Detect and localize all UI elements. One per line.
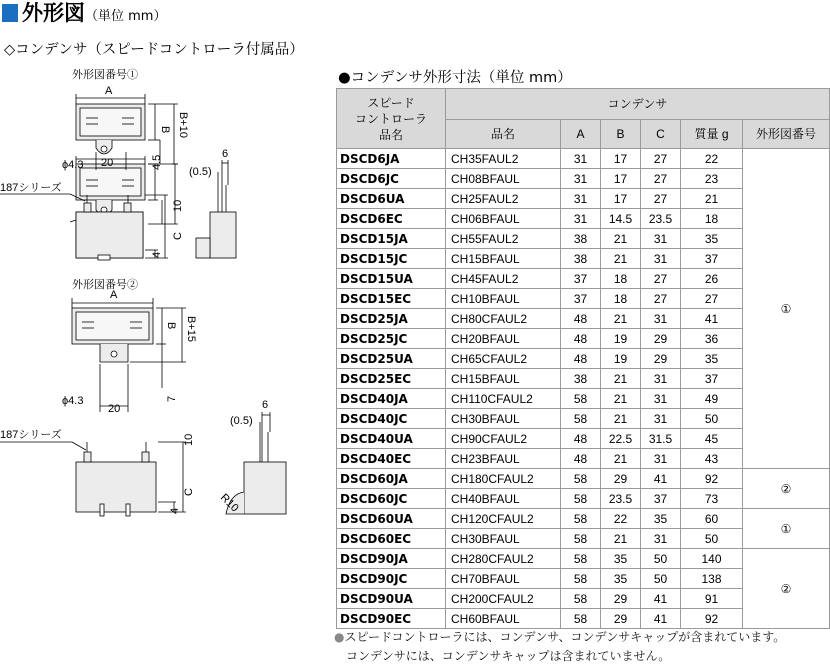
cell-b: 22: [601, 509, 641, 529]
cell-capacitor: CH40BFAUL: [446, 489, 561, 509]
cell-product: DSCD40EC: [337, 449, 446, 469]
cell-c: 31: [641, 389, 681, 409]
cell-capacitor: CH10BFAUL: [446, 289, 561, 309]
cell-product: DSCD6JC: [337, 169, 446, 189]
fig1-dim-c: C: [172, 232, 184, 240]
cell-b: 21: [601, 389, 641, 409]
fig2-series-label: 187シリーズ: [0, 429, 62, 441]
cell-mass: 27: [681, 289, 743, 309]
cell-capacitor: CH08BFAUL: [446, 169, 561, 189]
cell-capacitor: CH80CFAUL2: [446, 309, 561, 329]
cell-b: 22.5: [601, 429, 641, 449]
cell-a: 48: [561, 329, 601, 349]
page-title-text: 外形図: [22, 1, 85, 25]
cell-b: 29: [601, 589, 641, 609]
fig1-dim-phi: ϕ4.3: [62, 159, 84, 171]
cell-b: 14.5: [601, 209, 641, 229]
cell-capacitor: CH60BFAUL: [446, 609, 561, 629]
cell-product: DSCD60JC: [337, 489, 446, 509]
cell-figure-no: ①: [743, 509, 830, 549]
cell-c: 31: [641, 369, 681, 389]
cell-c: 27: [641, 169, 681, 189]
cell-mass: 92: [681, 469, 743, 489]
cell-product: DSCD40JA: [337, 389, 446, 409]
cell-product: DSCD6JA: [337, 149, 446, 169]
cell-product: DSCD15JA: [337, 229, 446, 249]
cell-product: DSCD15EC: [337, 289, 446, 309]
cell-b: 23.5: [601, 489, 641, 509]
cell-a: 58: [561, 589, 601, 609]
cell-mass: 43: [681, 449, 743, 469]
cell-mass: 50: [681, 409, 743, 429]
cell-capacitor: CH200CFAUL2: [446, 589, 561, 609]
fig1-label: 外形図番号①: [72, 69, 138, 81]
cell-mass: 92: [681, 609, 743, 629]
cell-product: DSCD15JC: [337, 249, 446, 269]
fig2-dim-6: 6: [262, 399, 269, 411]
cell-capacitor: CH65CFAUL2: [446, 349, 561, 369]
cell-c: 31: [641, 449, 681, 469]
cell-mass: 26: [681, 269, 743, 289]
fig2-dim-phi: ϕ4.3: [62, 395, 84, 407]
fig2-dim-4: 4: [169, 507, 181, 514]
cell-c: 31: [641, 529, 681, 549]
cell-mass: 36: [681, 329, 743, 349]
cell-c: 31: [641, 409, 681, 429]
cell-a: 31: [561, 169, 601, 189]
table-row: [337, 469, 830, 489]
fig2-dim-7: 7: [166, 395, 178, 402]
header-cap-name: 品名: [446, 120, 561, 149]
cell-figure-no: ①: [743, 149, 830, 469]
cell-a: 37: [561, 269, 601, 289]
fig1-series-label: 187シリーズ: [0, 182, 62, 194]
cell-b: 35: [601, 569, 641, 589]
cell-figure-no: ②: [743, 549, 830, 629]
header-figure-no: 外形図番号: [743, 120, 830, 149]
cell-c: 27: [641, 289, 681, 309]
cell-mass: 60: [681, 509, 743, 529]
cell-c: 27: [641, 149, 681, 169]
fig1-dim-4: 4: [151, 251, 163, 258]
cell-product: DSCD40JC: [337, 409, 446, 429]
cell-capacitor: CH23BFAUL: [446, 449, 561, 469]
cell-b: 18: [601, 269, 641, 289]
fig2-label: 外形図番号②: [72, 279, 138, 291]
cell-c: 23.5: [641, 209, 681, 229]
header-c: C: [641, 120, 681, 149]
cell-a: 58: [561, 389, 601, 409]
header-mass: 質量 g: [681, 120, 743, 149]
cell-product: DSCD60JA: [337, 469, 446, 489]
cell-product: DSCD6UA: [337, 189, 446, 209]
cell-product: DSCD40UA: [337, 429, 446, 449]
table-body: [337, 149, 830, 629]
cell-a: 48: [561, 429, 601, 449]
cell-product: DSCD25EC: [337, 369, 446, 389]
cell-mass: 23: [681, 169, 743, 189]
cell-b: 21: [601, 229, 641, 249]
cell-b: 19: [601, 349, 641, 369]
cell-capacitor: CH25FAUL2: [446, 189, 561, 209]
cell-mass: 22: [681, 149, 743, 169]
fig2-dim-b: B: [165, 322, 177, 330]
cell-a: 38: [561, 229, 601, 249]
cell-b: 35: [601, 549, 641, 569]
note-line-2: コンデンサには、コンデンサキャップは含まれていません。: [346, 649, 671, 663]
page-title: [22, 0, 166, 30]
cell-c: 27: [641, 269, 681, 289]
cell-a: 58: [561, 569, 601, 589]
cell-mass: 91: [681, 589, 743, 609]
cell-a: 48: [561, 309, 601, 329]
fig1-dim-20: 20: [101, 157, 114, 169]
cell-mass: 73: [681, 489, 743, 509]
cell-mass: 21: [681, 189, 743, 209]
cell-c: 31.5: [641, 429, 681, 449]
cell-b: 21: [601, 529, 641, 549]
cell-b: 29: [601, 609, 641, 629]
table-title: ●コンデンサ外形寸法（単位 mm）: [338, 70, 572, 86]
cell-c: 31: [641, 309, 681, 329]
cell-mass: 49: [681, 389, 743, 409]
header-capacitor: コンデンサ: [446, 89, 830, 120]
cell-c: 41: [641, 469, 681, 489]
cell-a: 58: [561, 549, 601, 569]
cell-b: 29: [601, 469, 641, 489]
cell-c: 29: [641, 329, 681, 349]
cell-mass: 45: [681, 429, 743, 449]
fig1-dim-4.5: 4.5: [151, 154, 163, 170]
cell-b: 21: [601, 309, 641, 329]
cell-figure-no: ②: [743, 469, 830, 509]
cell-product: DSCD25JC: [337, 329, 446, 349]
cell-product: DSCD25UA: [337, 349, 446, 369]
cell-a: 38: [561, 369, 601, 389]
header-a: A: [561, 120, 601, 149]
table-row: [337, 549, 830, 569]
cell-b: 21: [601, 369, 641, 389]
cell-c: 27: [641, 189, 681, 209]
cell-capacitor: CH120CFAUL2: [446, 509, 561, 529]
cell-c: 41: [641, 609, 681, 629]
fig2-dim-0.5: (0.5): [230, 415, 253, 427]
fig2-dim-10: 10: [183, 433, 195, 446]
note-bullet: ●: [334, 630, 345, 644]
cell-b: 21: [601, 449, 641, 469]
fig1-dim-10: 10: [172, 199, 184, 212]
cell-capacitor: CH20BFAUL: [446, 329, 561, 349]
cell-a: 58: [561, 609, 601, 629]
cell-a: 31: [561, 149, 601, 169]
cell-product: DSCD90JA: [337, 549, 446, 569]
cell-capacitor: CH180CFAUL2: [446, 469, 561, 489]
fig2-dim-20: 20: [108, 403, 121, 415]
header-speed-controller: スピード コントローラ 品名: [337, 89, 446, 149]
cell-capacitor: CH45FAUL2: [446, 269, 561, 289]
cell-product: DSCD60UA: [337, 509, 446, 529]
cell-product: DSCD15UA: [337, 269, 446, 289]
cell-capacitor: CH15BFAUL: [446, 369, 561, 389]
cell-b: 21: [601, 409, 641, 429]
table-row: [337, 149, 830, 169]
fig1-dim-6: 6: [222, 148, 229, 160]
fig2-front-view-body: [76, 462, 156, 512]
cell-c: 41: [641, 589, 681, 609]
cell-capacitor: CH90CFAUL2: [446, 429, 561, 449]
dimension-table: [336, 88, 829, 629]
cell-c: 50: [641, 549, 681, 569]
cell-a: 48: [561, 349, 601, 369]
fig1-dim-b10: B+10: [177, 112, 189, 138]
cell-capacitor: CH70BFAUL: [446, 569, 561, 589]
cell-mass: 140: [681, 549, 743, 569]
cell-capacitor: CH280CFAUL2: [446, 549, 561, 569]
cell-mass: 138: [681, 569, 743, 589]
header-b: B: [601, 120, 641, 149]
cell-b: 21: [601, 249, 641, 269]
fig2-dim-r10: R10: [217, 491, 241, 515]
cell-capacitor: CH110CFAUL2: [446, 389, 561, 409]
outline-drawing-1-labels: [0, 60, 330, 180]
note-text-1: スピードコントローラには、コンデンサ、コンデンサキャップが含まれています。: [344, 630, 786, 644]
cell-a: 48: [561, 449, 601, 469]
fig1-dim-b: B: [159, 126, 171, 134]
cell-capacitor: CH55FAUL2: [446, 229, 561, 249]
cell-c: 50: [641, 569, 681, 589]
cell-capacitor: CH06BFAUL: [446, 209, 561, 229]
cell-a: 31: [561, 209, 601, 229]
cell-b: 17: [601, 189, 641, 209]
cell-a: 58: [561, 509, 601, 529]
cell-product: DSCD90UA: [337, 589, 446, 609]
table-row: [337, 509, 830, 529]
fig1-dim-0.5: (0.5): [189, 166, 212, 178]
cell-capacitor: CH15BFAUL: [446, 249, 561, 269]
cell-a: 31: [561, 189, 601, 209]
cell-a: 37: [561, 289, 601, 309]
cell-c: 29: [641, 349, 681, 369]
cell-a: 38: [561, 249, 601, 269]
cell-a: 58: [561, 469, 601, 489]
cell-mass: 18: [681, 209, 743, 229]
cell-a: 58: [561, 489, 601, 509]
cell-a: 58: [561, 409, 601, 429]
page-title-unit: （単位 mm）: [85, 9, 167, 24]
cell-b: 17: [601, 169, 641, 189]
cell-c: 31: [641, 229, 681, 249]
cell-product: DSCD90JC: [337, 569, 446, 589]
cell-c: 31: [641, 249, 681, 269]
cell-mass: 35: [681, 349, 743, 369]
cell-product: DSCD6EC: [337, 209, 446, 229]
cell-c: 37: [641, 489, 681, 509]
cell-capacitor: CH30BFAUL: [446, 409, 561, 429]
cell-a: 58: [561, 529, 601, 549]
cell-mass: 35: [681, 229, 743, 249]
header-square-icon: [2, 4, 18, 22]
cell-b: 18: [601, 289, 641, 309]
note-line-1: [334, 628, 785, 645]
cell-c: 35: [641, 509, 681, 529]
fig2-dim-b15: B+15: [185, 316, 197, 342]
cell-mass: 37: [681, 249, 743, 269]
section-subtitle: ◇コンデンサ（スピードコントローラ付属品）: [4, 42, 304, 58]
fig2-dim-c: C: [183, 488, 195, 496]
cell-product: DSCD25JA: [337, 309, 446, 329]
cell-product: DSCD60EC: [337, 529, 446, 549]
fig1-dim-a: A: [105, 85, 113, 97]
outline-drawing-2: [0, 272, 330, 527]
cell-mass: 41: [681, 309, 743, 329]
cell-capacitor: CH30BFAUL: [446, 529, 561, 549]
cell-mass: 50: [681, 529, 743, 549]
cell-capacitor: CH35FAUL2: [446, 149, 561, 169]
cell-mass: 37: [681, 369, 743, 389]
cell-product: DSCD90EC: [337, 609, 446, 629]
fig2-dim-a: A: [110, 289, 118, 301]
cell-b: 19: [601, 329, 641, 349]
cell-b: 17: [601, 149, 641, 169]
